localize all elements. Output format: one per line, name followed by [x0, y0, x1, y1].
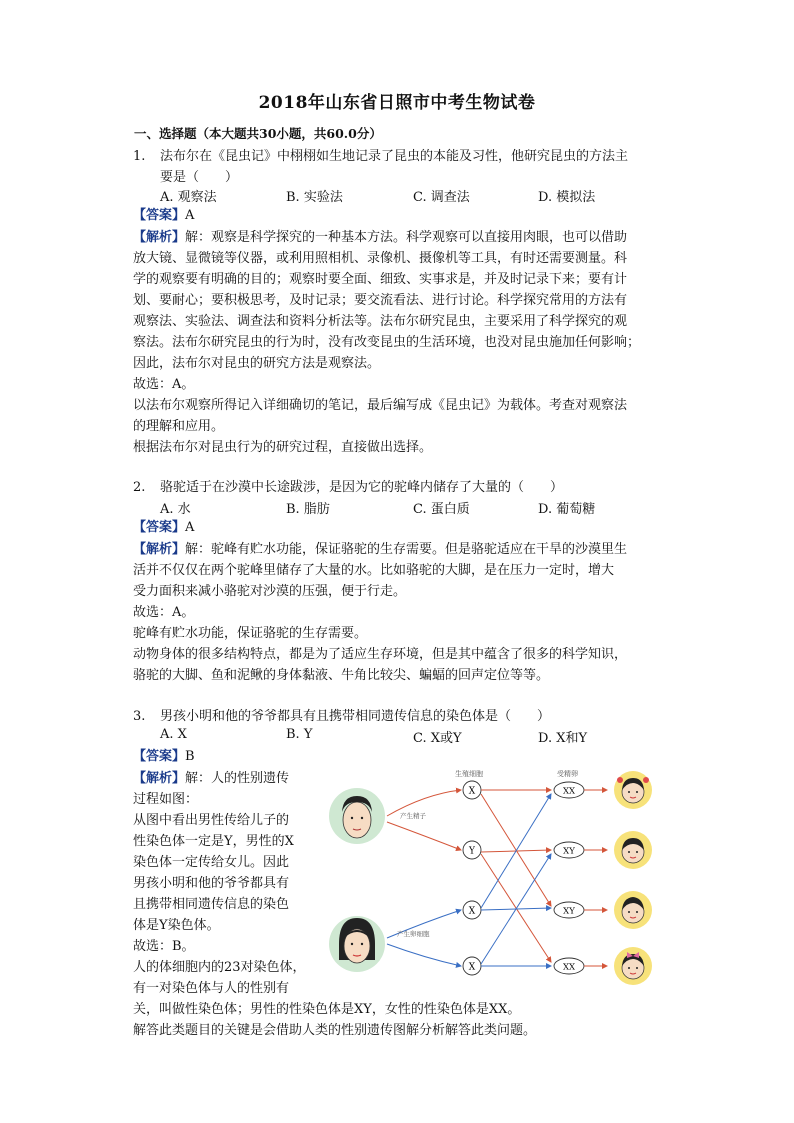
analysis-line: 解答此类题目的关键是会借助人类的性别遗传图解分析解答此类问题。 — [133, 1023, 537, 1038]
label-sperm: 产生精子 — [400, 812, 426, 820]
analysis-line: 观察法、实验法、调查法和资料分析法等。法布尔研究昆虫，主要采用了科学探究的观 — [133, 314, 628, 329]
zygote-xy-2 — [554, 902, 584, 918]
analysis-line: 解：观察是科学探究的一种基本方法。科学观察可以直接用肉眼，也可以借助 — [185, 230, 628, 245]
option-b: B. 实验法 — [286, 190, 343, 205]
question-number: 2. — [133, 480, 146, 495]
answer-q1 — [133, 205, 663, 226]
svg-text:XX: XX — [562, 962, 576, 973]
gamete-x-father — [463, 781, 481, 799]
analysis-line: 察法。法布尔研究昆虫的行为时，没有改变昆虫的生活环境，也没对昆虫施加任何影响； — [133, 335, 641, 350]
answer-tag: 【答案】 — [133, 749, 186, 764]
question-3 — [133, 706, 663, 727]
option-d: D. 模拟法 — [538, 190, 596, 205]
page-title: 2018年山东省日照市中考生物试卷 — [258, 93, 536, 113]
svg-text:XY: XY — [563, 846, 575, 857]
question-number: 1. — [133, 149, 146, 164]
analysis-tag: 【解析】 — [133, 771, 186, 786]
analysis-line: 关，叫做性染色体；男性的性染色体是XY，女性的性染色体是XX。 — [133, 1002, 521, 1017]
analysis-line: 体是Y染色体。 — [133, 918, 220, 933]
analysis-q3-head — [133, 768, 333, 789]
analysis-line: 故选：A。 — [133, 605, 195, 620]
analysis-tag: 【解析】 — [133, 230, 186, 245]
svg-text:X: X — [468, 906, 476, 917]
girl-face-icon — [614, 947, 652, 985]
answer-q2 — [133, 517, 663, 538]
option-a: A. 水 — [160, 502, 191, 517]
boy-face-icon — [614, 891, 652, 929]
answer-q3 — [133, 746, 663, 767]
analysis-line: 故选：A。 — [133, 377, 195, 392]
analysis-line: 驼峰有贮水功能，保证骆驼的生存需要。 — [133, 626, 368, 641]
gamete-x-mother-1 — [463, 901, 481, 919]
option-c: C. 调查法 — [413, 190, 470, 205]
option-c: C. 蛋白质 — [413, 502, 470, 517]
zygote-xx-1 — [554, 782, 584, 798]
analysis-line: 故选：B。 — [133, 939, 195, 954]
question-stem: 男孩小明和他的爷爷都具有且携带相同遗传信息的染色体是（ ） — [160, 709, 551, 724]
analysis-line: 划、要耐心；要积极思考，及时记录；要交流看法、进行讨论。科学探究常用的方法有 — [133, 293, 628, 308]
question-1 — [133, 146, 663, 188]
gamete-x-mother-2 — [463, 957, 481, 975]
analysis-line: 动物身体的很多结构特点，都是为了适应生存环境，但是其中蕴含了很多的科学知识， — [133, 647, 628, 662]
option-b: B. Y — [286, 727, 313, 742]
analysis-line: 人的体细胞内的23对染色体， — [133, 960, 306, 975]
analysis-line: 因此，法布尔对昆虫的研究方法是观察法。 — [133, 356, 381, 371]
option-d: D. X和Y — [538, 731, 588, 746]
label-zygote: 受精卵 — [557, 770, 578, 778]
svg-text:X: X — [468, 962, 476, 973]
svg-text:X: X — [468, 786, 476, 797]
analysis-line: 受力面积来减小骆驼对沙漠的压强，便于行走。 — [133, 584, 407, 599]
analysis-line: 从图中看出男性传给儿子的 — [133, 813, 290, 828]
analysis-q1 — [133, 227, 663, 458]
option-d: D. 葡萄糖 — [538, 502, 596, 517]
question-stem: 骆驼适于在沙漠中长途跋涉，是因为它的驼峰内储存了大量的（ ） — [160, 480, 564, 495]
analysis-tag: 【解析】 — [133, 542, 186, 557]
analysis-q3-side — [133, 789, 323, 999]
analysis-line: 骆驼的大脚、鱼和泥鳅的身体黏液、牛角比较尖、蝙蝠的回声定位等等。 — [133, 668, 550, 683]
option-a: A. 观察法 — [160, 190, 217, 205]
answer-value: A — [185, 520, 195, 535]
svg-text:XY: XY — [563, 906, 575, 917]
analysis-line: 活并不仅仅在两个驼峰里储存了大量的水。比如骆驼的大脚，是在压力一定时，增大 — [133, 563, 615, 578]
analysis-line: 过程如图： — [133, 792, 199, 807]
option-b: B. 脂肪 — [286, 502, 330, 517]
analysis-line: 染色体一定传给女儿。因此 — [133, 855, 290, 870]
analysis-q3-tail — [133, 999, 663, 1041]
answer-tag: 【答案】 — [133, 520, 186, 535]
section-heading: 一、选择题（本大题共30小题，共60.0分） — [134, 126, 382, 141]
analysis-line: 男孩小明和他的爷爷都具有 — [133, 876, 290, 891]
sex-inheritance-diagram — [325, 766, 665, 998]
question-number: 3. — [133, 709, 146, 724]
father-face-icon — [329, 788, 385, 844]
question-stem-cont: 要是（ ） — [160, 170, 239, 185]
question-stem: 法布尔在《昆虫记》中栩栩如生地记录了昆虫的本能及习性，他研究昆虫的方法主 — [160, 149, 629, 164]
analysis-line: 放大镜、显微镜等仪器，或利用照相机、录像机、摄像机等工具，有时还需要测量。科 — [133, 251, 628, 266]
boy-face-icon — [614, 831, 652, 869]
analysis-line: 根据法布尔对昆虫行为的研究过程，直接做出选择。 — [133, 440, 433, 455]
analysis-line: 解：人的性别遗传 — [185, 771, 290, 786]
analysis-q2 — [133, 539, 663, 686]
label-egg: 产生卵细胞 — [397, 930, 430, 938]
answer-value: A — [185, 208, 195, 223]
analysis-line: 以法布尔观察所得记入详细确切的笔记，最后编写成《昆虫记》为载体。考查对观察法 — [133, 398, 628, 413]
label-germ-cells: 生殖细胞 — [455, 770, 483, 778]
svg-text:XX: XX — [562, 786, 576, 797]
zygote-xx-2 — [554, 958, 584, 974]
option-c: C. X或Y — [413, 731, 462, 746]
option-a: A. X — [160, 727, 187, 742]
analysis-line: 学的观察要有明确的目的；观察时要全面、细致、实事求是，并及时记录下来；要有计 — [133, 272, 628, 287]
zygote-xy-1 — [554, 842, 584, 858]
analysis-line: 的理解和应用。 — [133, 419, 225, 434]
analysis-line: 且携带相同遗传信息的染色 — [133, 897, 290, 912]
answer-value: B — [185, 749, 195, 764]
analysis-line: 性染色体一定是Y，男性的X — [133, 834, 294, 849]
analysis-line: 解：驼峰有贮水功能，保证骆驼的生存需要。但是骆驼适应在干旱的沙漠里生 — [185, 542, 628, 557]
svg-text:Y: Y — [469, 846, 475, 857]
analysis-line: 有一对染色体与人的性别有 — [133, 981, 290, 996]
mother-face-icon — [329, 916, 385, 972]
answer-tag: 【答案】 — [133, 208, 186, 223]
question-2 — [133, 477, 663, 498]
gamete-y-father — [463, 841, 481, 859]
girl-face-icon — [614, 771, 652, 809]
